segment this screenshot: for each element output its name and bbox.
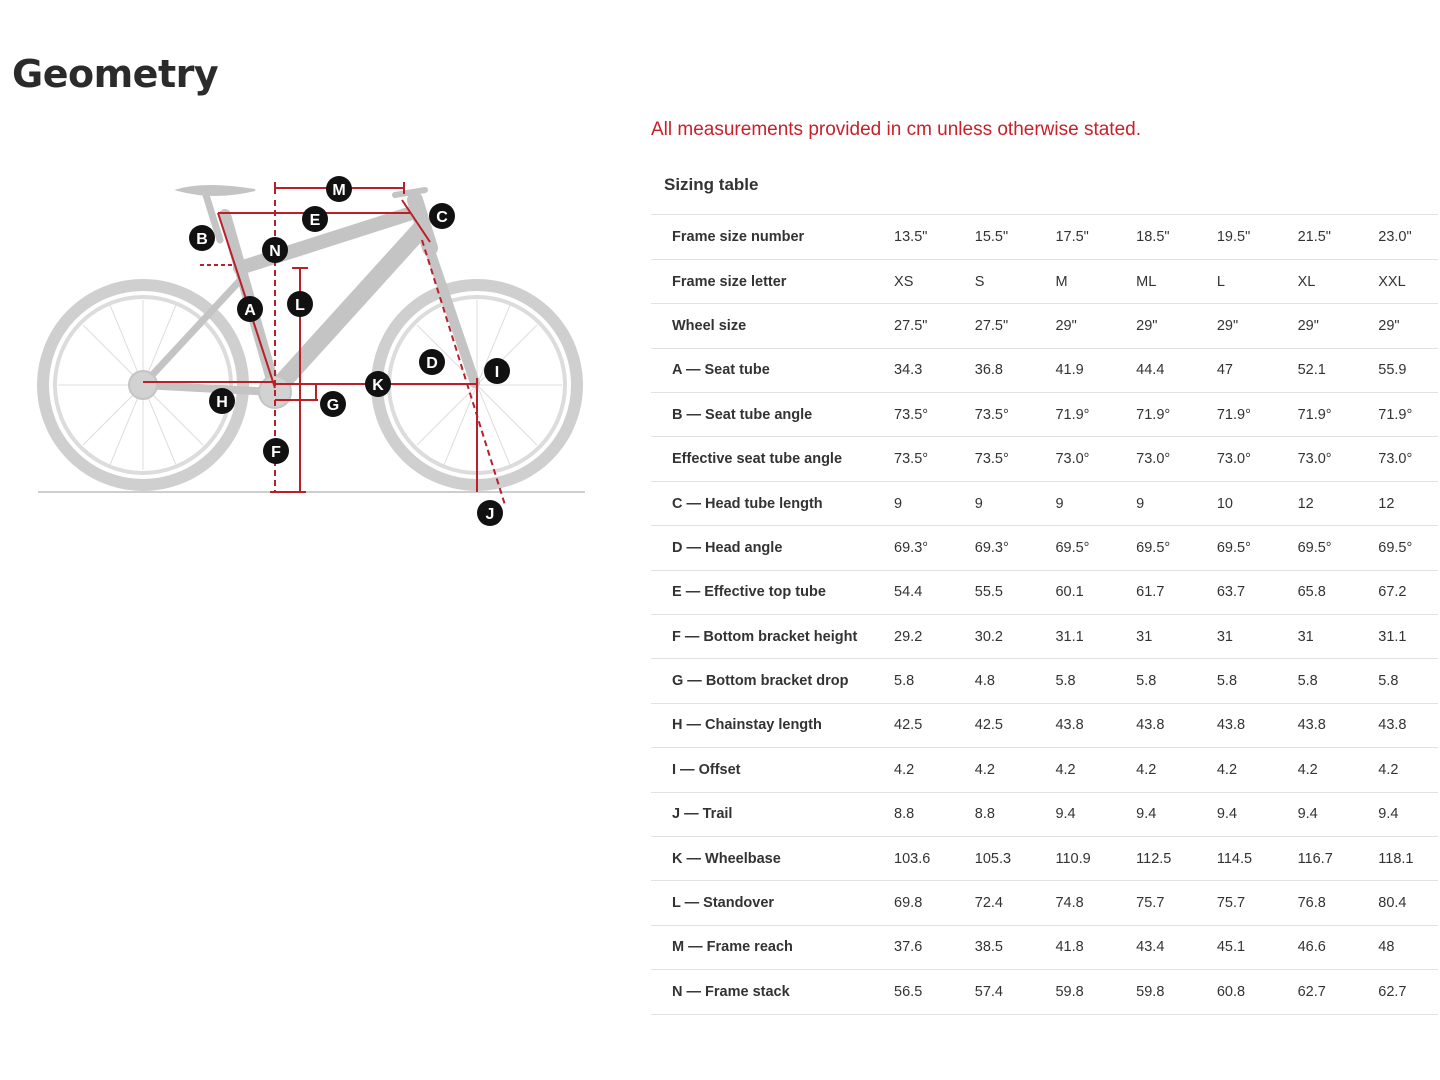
table-cell: 71.9°	[1277, 393, 1358, 437]
svg-text:A: A	[244, 302, 256, 319]
table-cell: 4.2	[1357, 748, 1438, 792]
table-cell: 30.2	[954, 615, 1035, 659]
table-row	[651, 703, 1438, 747]
table-cell: 5.8	[873, 659, 954, 703]
svg-text:C: C	[436, 209, 448, 226]
table-cell: XXL	[1357, 259, 1438, 303]
table-cell: 69.5°	[1277, 526, 1358, 570]
table-cell: 47	[1196, 348, 1277, 392]
table-row	[651, 437, 1438, 481]
table-row	[651, 570, 1438, 614]
table-cell: 56.5	[873, 970, 954, 1014]
table-cell: 9.4	[1277, 792, 1358, 836]
table-cell: 4.8	[954, 659, 1035, 703]
marker-F	[263, 438, 289, 464]
row-label: Frame size letter	[651, 259, 873, 303]
table-cell: 72.4	[954, 881, 1035, 925]
table-cell: 9	[1034, 481, 1115, 525]
table-cell: 43.8	[1034, 703, 1115, 747]
table-row	[651, 304, 1438, 348]
table-cell: 74.8	[1034, 881, 1115, 925]
table-cell: 4.2	[1115, 748, 1196, 792]
table-cell: 69.3°	[873, 526, 954, 570]
table-cell: 116.7	[1277, 836, 1358, 880]
table-cell: 118.1	[1357, 836, 1438, 880]
row-label: D — Head angle	[651, 526, 873, 570]
bike-geometry-diagram	[30, 170, 600, 540]
table-cell: 42.5	[954, 703, 1035, 747]
row-label: L — Standover	[651, 881, 873, 925]
row-label: B — Seat tube angle	[651, 393, 873, 437]
table-cell: 5.8	[1196, 659, 1277, 703]
row-label: Wheel size	[651, 304, 873, 348]
table-cell: XS	[873, 259, 954, 303]
table-cell: 18.5"	[1115, 215, 1196, 259]
table-cell: 9	[873, 481, 954, 525]
table-cell: 43.8	[1277, 703, 1358, 747]
table-cell: 71.9°	[1115, 393, 1196, 437]
table-cell: 73.5°	[873, 393, 954, 437]
svg-text:M: M	[332, 182, 346, 199]
svg-text:N: N	[269, 243, 281, 260]
sizing-table	[651, 215, 1438, 1015]
row-label: A — Seat tube	[651, 348, 873, 392]
table-cell: 4.2	[873, 748, 954, 792]
table-row	[651, 659, 1438, 703]
table-cell: 5.8	[1357, 659, 1438, 703]
table-cell: ML	[1115, 259, 1196, 303]
table-row	[651, 881, 1438, 925]
table-cell: 69.3°	[954, 526, 1035, 570]
table-cell: 41.8	[1034, 925, 1115, 969]
table-cell: 73.0°	[1196, 437, 1277, 481]
table-row	[651, 393, 1438, 437]
table-cell: L	[1196, 259, 1277, 303]
table-row	[651, 748, 1438, 792]
table-cell: 31	[1277, 615, 1358, 659]
row-label: N — Frame stack	[651, 970, 873, 1014]
table-cell: 63.7	[1196, 570, 1277, 614]
row-label: G — Bottom bracket drop	[651, 659, 873, 703]
table-cell: 31.1	[1034, 615, 1115, 659]
row-label: E — Effective top tube	[651, 570, 873, 614]
table-cell: 59.8	[1115, 970, 1196, 1014]
table-cell: 75.7	[1196, 881, 1277, 925]
table-cell: 31	[1196, 615, 1277, 659]
table-cell: 17.5"	[1034, 215, 1115, 259]
table-cell: 34.3	[873, 348, 954, 392]
table-cell: 41.9	[1034, 348, 1115, 392]
table-cell: 23.0"	[1357, 215, 1438, 259]
table-cell: 29.2	[873, 615, 954, 659]
table-cell: 29"	[1357, 304, 1438, 348]
table-cell: 4.2	[1196, 748, 1277, 792]
table-cell: 37.6	[873, 925, 954, 969]
table-cell: 12	[1357, 481, 1438, 525]
table-cell: 31.1	[1357, 615, 1438, 659]
marker-M	[326, 176, 352, 202]
table-row	[651, 925, 1438, 969]
table-cell: 110.9	[1034, 836, 1115, 880]
table-cell: 60.1	[1034, 570, 1115, 614]
table-cell: 71.9°	[1034, 393, 1115, 437]
table-cell: 114.5	[1196, 836, 1277, 880]
table-cell: 29"	[1196, 304, 1277, 348]
table-cell: 43.8	[1357, 703, 1438, 747]
table-cell: 29"	[1034, 304, 1115, 348]
table-cell: 10	[1196, 481, 1277, 525]
table-cell: 73.0°	[1034, 437, 1115, 481]
table-cell: 55.9	[1357, 348, 1438, 392]
table-row	[651, 836, 1438, 880]
table-cell: 73.5°	[954, 393, 1035, 437]
marker-I	[484, 358, 510, 384]
table-cell: 29"	[1115, 304, 1196, 348]
table-cell: 19.5"	[1196, 215, 1277, 259]
table-cell: 4.2	[1034, 748, 1115, 792]
marker-L	[287, 291, 313, 317]
table-cell: 65.8	[1277, 570, 1358, 614]
row-label: J — Trail	[651, 792, 873, 836]
table-cell: 31	[1115, 615, 1196, 659]
sizing-table-title: Sizing table	[651, 168, 1438, 215]
table-cell: 5.8	[1277, 659, 1358, 703]
table-cell: 62.7	[1277, 970, 1358, 1014]
table-cell: 9.4	[1115, 792, 1196, 836]
table-cell: 69.5°	[1034, 526, 1115, 570]
table-cell: 46.6	[1277, 925, 1358, 969]
marker-E	[302, 206, 328, 232]
table-cell: 8.8	[954, 792, 1035, 836]
table-cell: 13.5"	[873, 215, 954, 259]
table-cell: 112.5	[1115, 836, 1196, 880]
svg-text:K: K	[372, 377, 384, 394]
table-cell: 4.2	[1277, 748, 1358, 792]
svg-text:L: L	[295, 297, 305, 314]
table-cell: 43.8	[1115, 703, 1196, 747]
row-label: I — Offset	[651, 748, 873, 792]
marker-A	[237, 296, 263, 322]
sizing-table-section	[651, 168, 1438, 1015]
table-cell: 27.5"	[954, 304, 1035, 348]
table-cell: 80.4	[1357, 881, 1438, 925]
bike-silhouette	[38, 186, 585, 492]
table-cell: 73.0°	[1357, 437, 1438, 481]
table-cell: 75.7	[1115, 881, 1196, 925]
table-cell: 69.8	[873, 881, 954, 925]
row-label: C — Head tube length	[651, 481, 873, 525]
table-row	[651, 215, 1438, 259]
table-cell: 71.9°	[1357, 393, 1438, 437]
marker-J	[477, 500, 503, 526]
table-row	[651, 792, 1438, 836]
table-row	[651, 348, 1438, 392]
svg-text:F: F	[271, 444, 281, 461]
table-cell: 73.5°	[954, 437, 1035, 481]
table-cell: S	[954, 259, 1035, 303]
table-cell: 55.5	[954, 570, 1035, 614]
table-cell: 54.4	[873, 570, 954, 614]
table-cell: M	[1034, 259, 1115, 303]
table-cell: 61.7	[1115, 570, 1196, 614]
table-cell: 8.8	[873, 792, 954, 836]
table-cell: 36.8	[954, 348, 1035, 392]
svg-text:D: D	[426, 355, 438, 372]
table-cell: 43.4	[1115, 925, 1196, 969]
table-cell: 62.7	[1357, 970, 1438, 1014]
table-row	[651, 526, 1438, 570]
table-cell: 42.5	[873, 703, 954, 747]
table-cell: 59.8	[1034, 970, 1115, 1014]
table-cell: 73.0°	[1277, 437, 1358, 481]
table-cell: 15.5"	[954, 215, 1035, 259]
table-cell: 9.4	[1034, 792, 1115, 836]
marker-K	[365, 371, 391, 397]
table-cell: 76.8	[1277, 881, 1358, 925]
table-cell: 60.8	[1196, 970, 1277, 1014]
measurement-notice: All measurements provided in cm unless otherwise stated.	[651, 119, 1142, 140]
table-cell: 71.9°	[1196, 393, 1277, 437]
table-cell: 12	[1277, 481, 1358, 525]
table-cell: 103.6	[873, 836, 954, 880]
table-cell: 27.5"	[873, 304, 954, 348]
table-cell: 69.5°	[1196, 526, 1277, 570]
table-cell: 38.5	[954, 925, 1035, 969]
table-cell: 57.4	[954, 970, 1035, 1014]
table-cell: 48	[1357, 925, 1438, 969]
row-label: M — Frame reach	[651, 925, 873, 969]
table-cell: 9.4	[1357, 792, 1438, 836]
table-row	[651, 970, 1438, 1014]
svg-text:G: G	[326, 397, 340, 414]
table-cell: 67.2	[1357, 570, 1438, 614]
table-cell: 69.5°	[1357, 526, 1438, 570]
table-cell: 43.8	[1196, 703, 1277, 747]
table-row	[651, 259, 1438, 303]
table-cell: 44.4	[1115, 348, 1196, 392]
table-cell: 69.5°	[1115, 526, 1196, 570]
table-cell: 52.1	[1277, 348, 1358, 392]
row-label: K — Wheelbase	[651, 836, 873, 880]
table-cell: 45.1	[1196, 925, 1277, 969]
table-cell: 5.8	[1034, 659, 1115, 703]
table-row	[651, 481, 1438, 525]
row-label: Effective seat tube angle	[651, 437, 873, 481]
svg-text:I: I	[494, 364, 500, 381]
svg-text:B: B	[196, 231, 208, 248]
table-cell: 73.0°	[1115, 437, 1196, 481]
table-cell: 5.8	[1115, 659, 1196, 703]
marker-G	[320, 391, 346, 417]
table-cell: 9.4	[1196, 792, 1277, 836]
marker-B	[189, 225, 215, 251]
svg-text:J: J	[485, 506, 495, 523]
table-cell: 4.2	[954, 748, 1035, 792]
marker-C	[429, 203, 455, 229]
row-label: H — Chainstay length	[651, 703, 873, 747]
svg-text:H: H	[216, 394, 228, 411]
row-label: F — Bottom bracket height	[651, 615, 873, 659]
table-cell: 9	[1115, 481, 1196, 525]
table-row	[651, 615, 1438, 659]
marker-N	[262, 237, 288, 263]
table-cell: 9	[954, 481, 1035, 525]
marker-H	[209, 388, 235, 414]
page-title: Geometry	[12, 52, 219, 96]
table-cell: 21.5"	[1277, 215, 1358, 259]
marker-D	[419, 349, 445, 375]
table-cell: 105.3	[954, 836, 1035, 880]
table-cell: XL	[1277, 259, 1358, 303]
svg-text:E: E	[309, 212, 321, 229]
table-cell: 29"	[1277, 304, 1358, 348]
row-label: Frame size number	[651, 215, 873, 259]
table-cell: 73.5°	[873, 437, 954, 481]
